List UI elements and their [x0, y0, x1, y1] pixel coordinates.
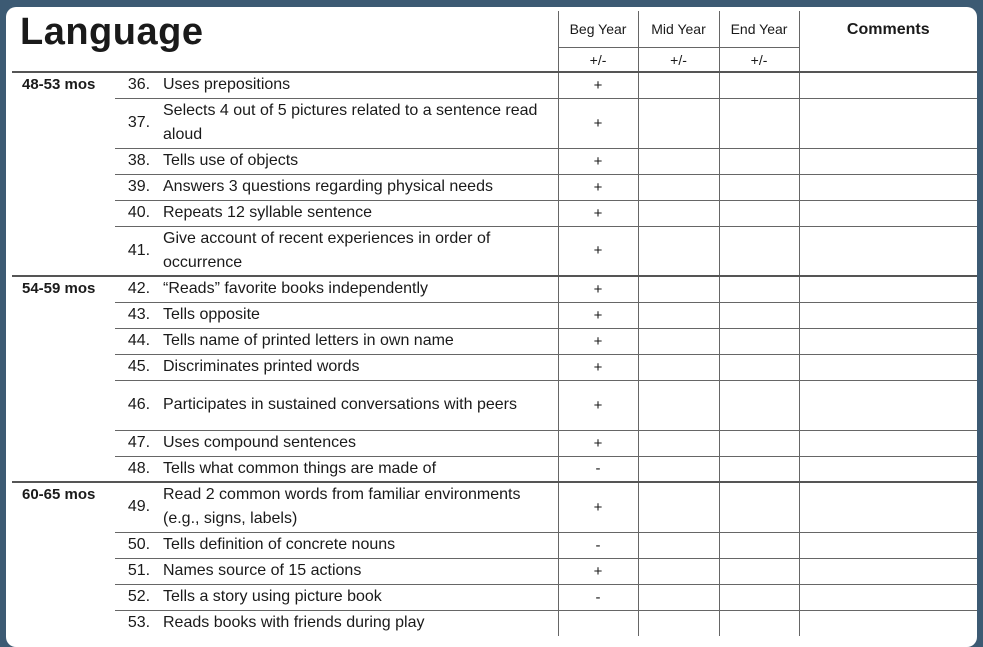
table-row	[12, 482, 977, 532]
table-row	[12, 328, 977, 354]
end-year-cell	[719, 456, 799, 482]
table-row	[12, 148, 977, 174]
item-number: 44.	[115, 328, 163, 354]
comments-cell	[799, 174, 977, 200]
table-row	[12, 532, 977, 558]
mid-year-cell	[638, 98, 719, 148]
comments-header: Comments	[799, 11, 977, 72]
item-number: 50.	[115, 532, 163, 558]
end-year-cell	[719, 302, 799, 328]
table-row	[12, 558, 977, 584]
age-group-label: 48-53 mos	[12, 72, 115, 98]
mid-year-cell	[638, 200, 719, 226]
mid-year-cell	[638, 584, 719, 610]
comments-cell	[799, 148, 977, 174]
age-group-label: 60-65 mos	[12, 482, 115, 532]
table-row	[12, 380, 977, 430]
item-number: 49.	[115, 482, 163, 532]
beg-year-mark: +	[558, 72, 638, 98]
age-group-label	[12, 380, 115, 430]
table-row	[12, 430, 977, 456]
age-group-label	[12, 328, 115, 354]
item-description: Tells a story using picture book	[163, 584, 558, 610]
mid-year-cell	[638, 226, 719, 276]
table-row	[12, 72, 977, 98]
comments-cell	[799, 532, 977, 558]
mid-year-cell	[638, 354, 719, 380]
item-number: 38.	[115, 148, 163, 174]
comments-cell	[799, 328, 977, 354]
item-number: 53.	[115, 610, 163, 636]
item-description: Read 2 common words from familiar environments (e.g., signs, labels)	[163, 482, 558, 532]
beg-year-mark: +	[558, 148, 638, 174]
item-description: Uses prepositions	[163, 72, 558, 98]
age-group-label	[12, 302, 115, 328]
beg-year-mark	[558, 610, 638, 636]
mid-year-cell	[638, 380, 719, 430]
beg-year-mark: -	[558, 532, 638, 558]
item-number: 37.	[115, 98, 163, 148]
table-row	[12, 226, 977, 276]
end-year-cell	[719, 380, 799, 430]
item-number: 47.	[115, 430, 163, 456]
item-number: 46.	[115, 380, 163, 430]
end-year-cell	[719, 226, 799, 276]
item-description: Tells name of printed letters in own name	[163, 328, 558, 354]
age-group-label	[12, 148, 115, 174]
age-group-label	[12, 430, 115, 456]
end-year-cell	[719, 558, 799, 584]
mid-year-cell	[638, 72, 719, 98]
end-year-cell	[719, 482, 799, 532]
end-year-subheader: +/-	[719, 48, 799, 73]
item-description: Tells opposite	[163, 302, 558, 328]
end-year-cell	[719, 584, 799, 610]
age-group-label	[12, 456, 115, 482]
comments-cell	[799, 558, 977, 584]
item-description: Reads books with friends during play	[163, 610, 558, 636]
comments-cell	[799, 482, 977, 532]
mid-year-header: Mid Year	[638, 11, 719, 48]
beg-year-mark: +	[558, 174, 638, 200]
mid-year-cell	[638, 328, 719, 354]
beg-year-mark: +	[558, 430, 638, 456]
beg-year-mark: +	[558, 200, 638, 226]
item-description: “Reads” favorite books independently	[163, 276, 558, 302]
table-row	[12, 584, 977, 610]
comments-cell	[799, 276, 977, 302]
end-year-cell	[719, 98, 799, 148]
item-description: Tells use of objects	[163, 148, 558, 174]
page-title: Language	[20, 11, 204, 53]
table-row	[12, 456, 977, 482]
end-year-cell	[719, 532, 799, 558]
beg-year-mark: -	[558, 584, 638, 610]
mid-year-cell	[638, 430, 719, 456]
mid-year-cell	[638, 532, 719, 558]
table-row	[12, 276, 977, 302]
end-year-cell	[719, 430, 799, 456]
beg-year-mark: +	[558, 302, 638, 328]
comments-cell	[799, 380, 977, 430]
comments-cell	[799, 200, 977, 226]
age-group-label	[12, 174, 115, 200]
table-row	[12, 174, 977, 200]
item-number: 52.	[115, 584, 163, 610]
comments-cell	[799, 456, 977, 482]
item-description: Tells what common things are made of	[163, 456, 558, 482]
beg-year-header: Beg Year	[558, 11, 638, 48]
age-group-label	[12, 98, 115, 148]
item-description: Answers 3 questions regarding physical needs	[163, 174, 558, 200]
comments-cell	[799, 584, 977, 610]
beg-year-mark: +	[558, 328, 638, 354]
comments-cell	[799, 302, 977, 328]
table-row	[12, 200, 977, 226]
table-row	[12, 610, 977, 636]
beg-year-mark: +	[558, 380, 638, 430]
age-group-label	[12, 532, 115, 558]
item-number: 51.	[115, 558, 163, 584]
table-row	[12, 354, 977, 380]
mid-year-cell	[638, 456, 719, 482]
age-group-label	[12, 200, 115, 226]
end-year-cell	[719, 354, 799, 380]
mid-year-cell	[638, 610, 719, 636]
end-year-header: End Year	[719, 11, 799, 48]
mid-year-cell	[638, 148, 719, 174]
comments-cell	[799, 72, 977, 98]
end-year-cell	[719, 174, 799, 200]
language-checklist-table	[12, 11, 977, 636]
item-description: Discriminates printed words	[163, 354, 558, 380]
age-group-label	[12, 584, 115, 610]
age-group-label: 54-59 mos	[12, 276, 115, 302]
beg-year-mark: -	[558, 456, 638, 482]
beg-year-mark: +	[558, 226, 638, 276]
end-year-cell	[719, 72, 799, 98]
item-number: 40.	[115, 200, 163, 226]
comments-cell	[799, 610, 977, 636]
item-number: 39.	[115, 174, 163, 200]
end-year-cell	[719, 148, 799, 174]
item-number: 45.	[115, 354, 163, 380]
item-description: Give account of recent experiences in order of occurrence	[163, 226, 558, 276]
end-year-cell	[719, 610, 799, 636]
age-group-label	[12, 354, 115, 380]
item-description: Tells definition of concrete nouns	[163, 532, 558, 558]
item-number: 36.	[115, 72, 163, 98]
document-page	[6, 7, 977, 647]
age-group-label	[12, 610, 115, 636]
comments-cell	[799, 226, 977, 276]
mid-year-cell	[638, 276, 719, 302]
item-description: Names source of 15 actions	[163, 558, 558, 584]
beg-year-mark: +	[558, 558, 638, 584]
table-row	[12, 302, 977, 328]
mid-year-cell	[638, 558, 719, 584]
item-description: Uses compound sentences	[163, 430, 558, 456]
age-group-label	[12, 558, 115, 584]
beg-year-mark: +	[558, 98, 638, 148]
end-year-cell	[719, 276, 799, 302]
item-description: Participates in sustained conversations with peers	[163, 380, 558, 430]
comments-cell	[799, 430, 977, 456]
comments-cell	[799, 98, 977, 148]
mid-year-cell	[638, 302, 719, 328]
beg-year-mark: +	[558, 276, 638, 302]
end-year-cell	[719, 200, 799, 226]
mid-year-cell	[638, 174, 719, 200]
item-description: Selects 4 out of 5 pictures related to a sentence read aloud	[163, 98, 558, 148]
beg-year-mark: +	[558, 354, 638, 380]
beg-year-subheader: +/-	[558, 48, 638, 73]
beg-year-mark: +	[558, 482, 638, 532]
item-number: 41.	[115, 226, 163, 276]
end-year-cell	[719, 328, 799, 354]
item-number: 42.	[115, 276, 163, 302]
table-row	[12, 98, 977, 148]
item-description: Repeats 12 syllable sentence	[163, 200, 558, 226]
item-number: 48.	[115, 456, 163, 482]
mid-year-cell	[638, 482, 719, 532]
item-number: 43.	[115, 302, 163, 328]
mid-year-subheader: +/-	[638, 48, 719, 73]
comments-cell	[799, 354, 977, 380]
age-group-label	[12, 226, 115, 276]
